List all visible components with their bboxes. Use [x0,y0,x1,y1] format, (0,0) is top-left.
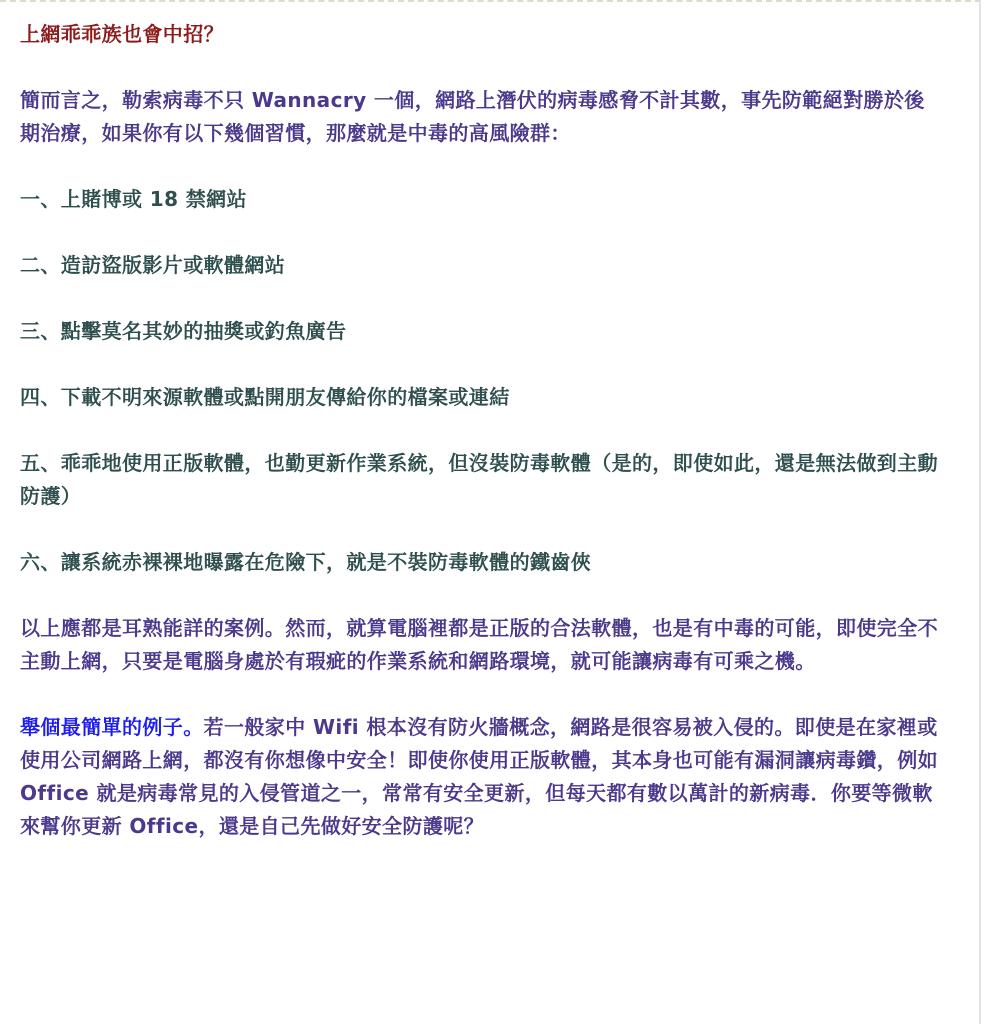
example-lead-text: 舉個最簡單的例子。 [20,715,204,739]
example-body-text: 若一般家中 Wifi 根本沒有防火牆概念，網路是很容易被入侵的。即使是在家裡或使用公司網路上網，都沒有你想像中安全！即使你使用正版軟體，其本身也可能有漏洞讓病毒鑽，例如 Office 就是病毒常見的入侵管道之一，常常有安全更新，但每天都有數以萬計的新病毒．你要等微軟來幫你更新 Office，還是自己先做好安全防護呢？ [20,715,938,838]
habit-item-1: 一、上賭博或 18 禁網站 [20,187,247,211]
article-heading: 上網乖乖族也會中招？ [20,22,224,46]
summary-paragraph: 以上應都是耳熟能詳的案例。然而，就算電腦裡都是正版的合法軟體，也是有中毒的可能，即使完全不主動上網，只要是電腦身處於有瑕疵的作業系統和網路環境，就可能讓病毒有可乘之機。 [20,616,938,673]
intro-paragraph: 簡而言之，勒索病毒不只 Wannacry 一個，網路上潛伏的病毒感脅不計其數，事先防範絕對勝於後期治療，如果你有以下幾個習慣，那麼就是中毒的高風險群： [20,88,925,145]
habit-item-5: 五、乖乖地使用正版軟體，也勤更新作業系統，但沒裝防毒軟體（是的，即使如此，還是無法做到主動防護） [20,451,938,508]
habit-item-6: 六、讓系統赤裸裸地曝露在危險下，就是不裝防毒軟體的鐵齒俠 [20,550,592,574]
habit-item-2: 二、造訪盜版影片或軟體網站 [20,253,286,277]
example-paragraph [20,711,945,843]
article-body [20,18,945,843]
habit-item-4: 四、下載不明來源軟體或點開朋友傳給你的檔案或連結 [20,385,510,409]
habit-item-3: 三、點擊莫名其妙的抽獎或釣魚廣告 [20,319,347,343]
